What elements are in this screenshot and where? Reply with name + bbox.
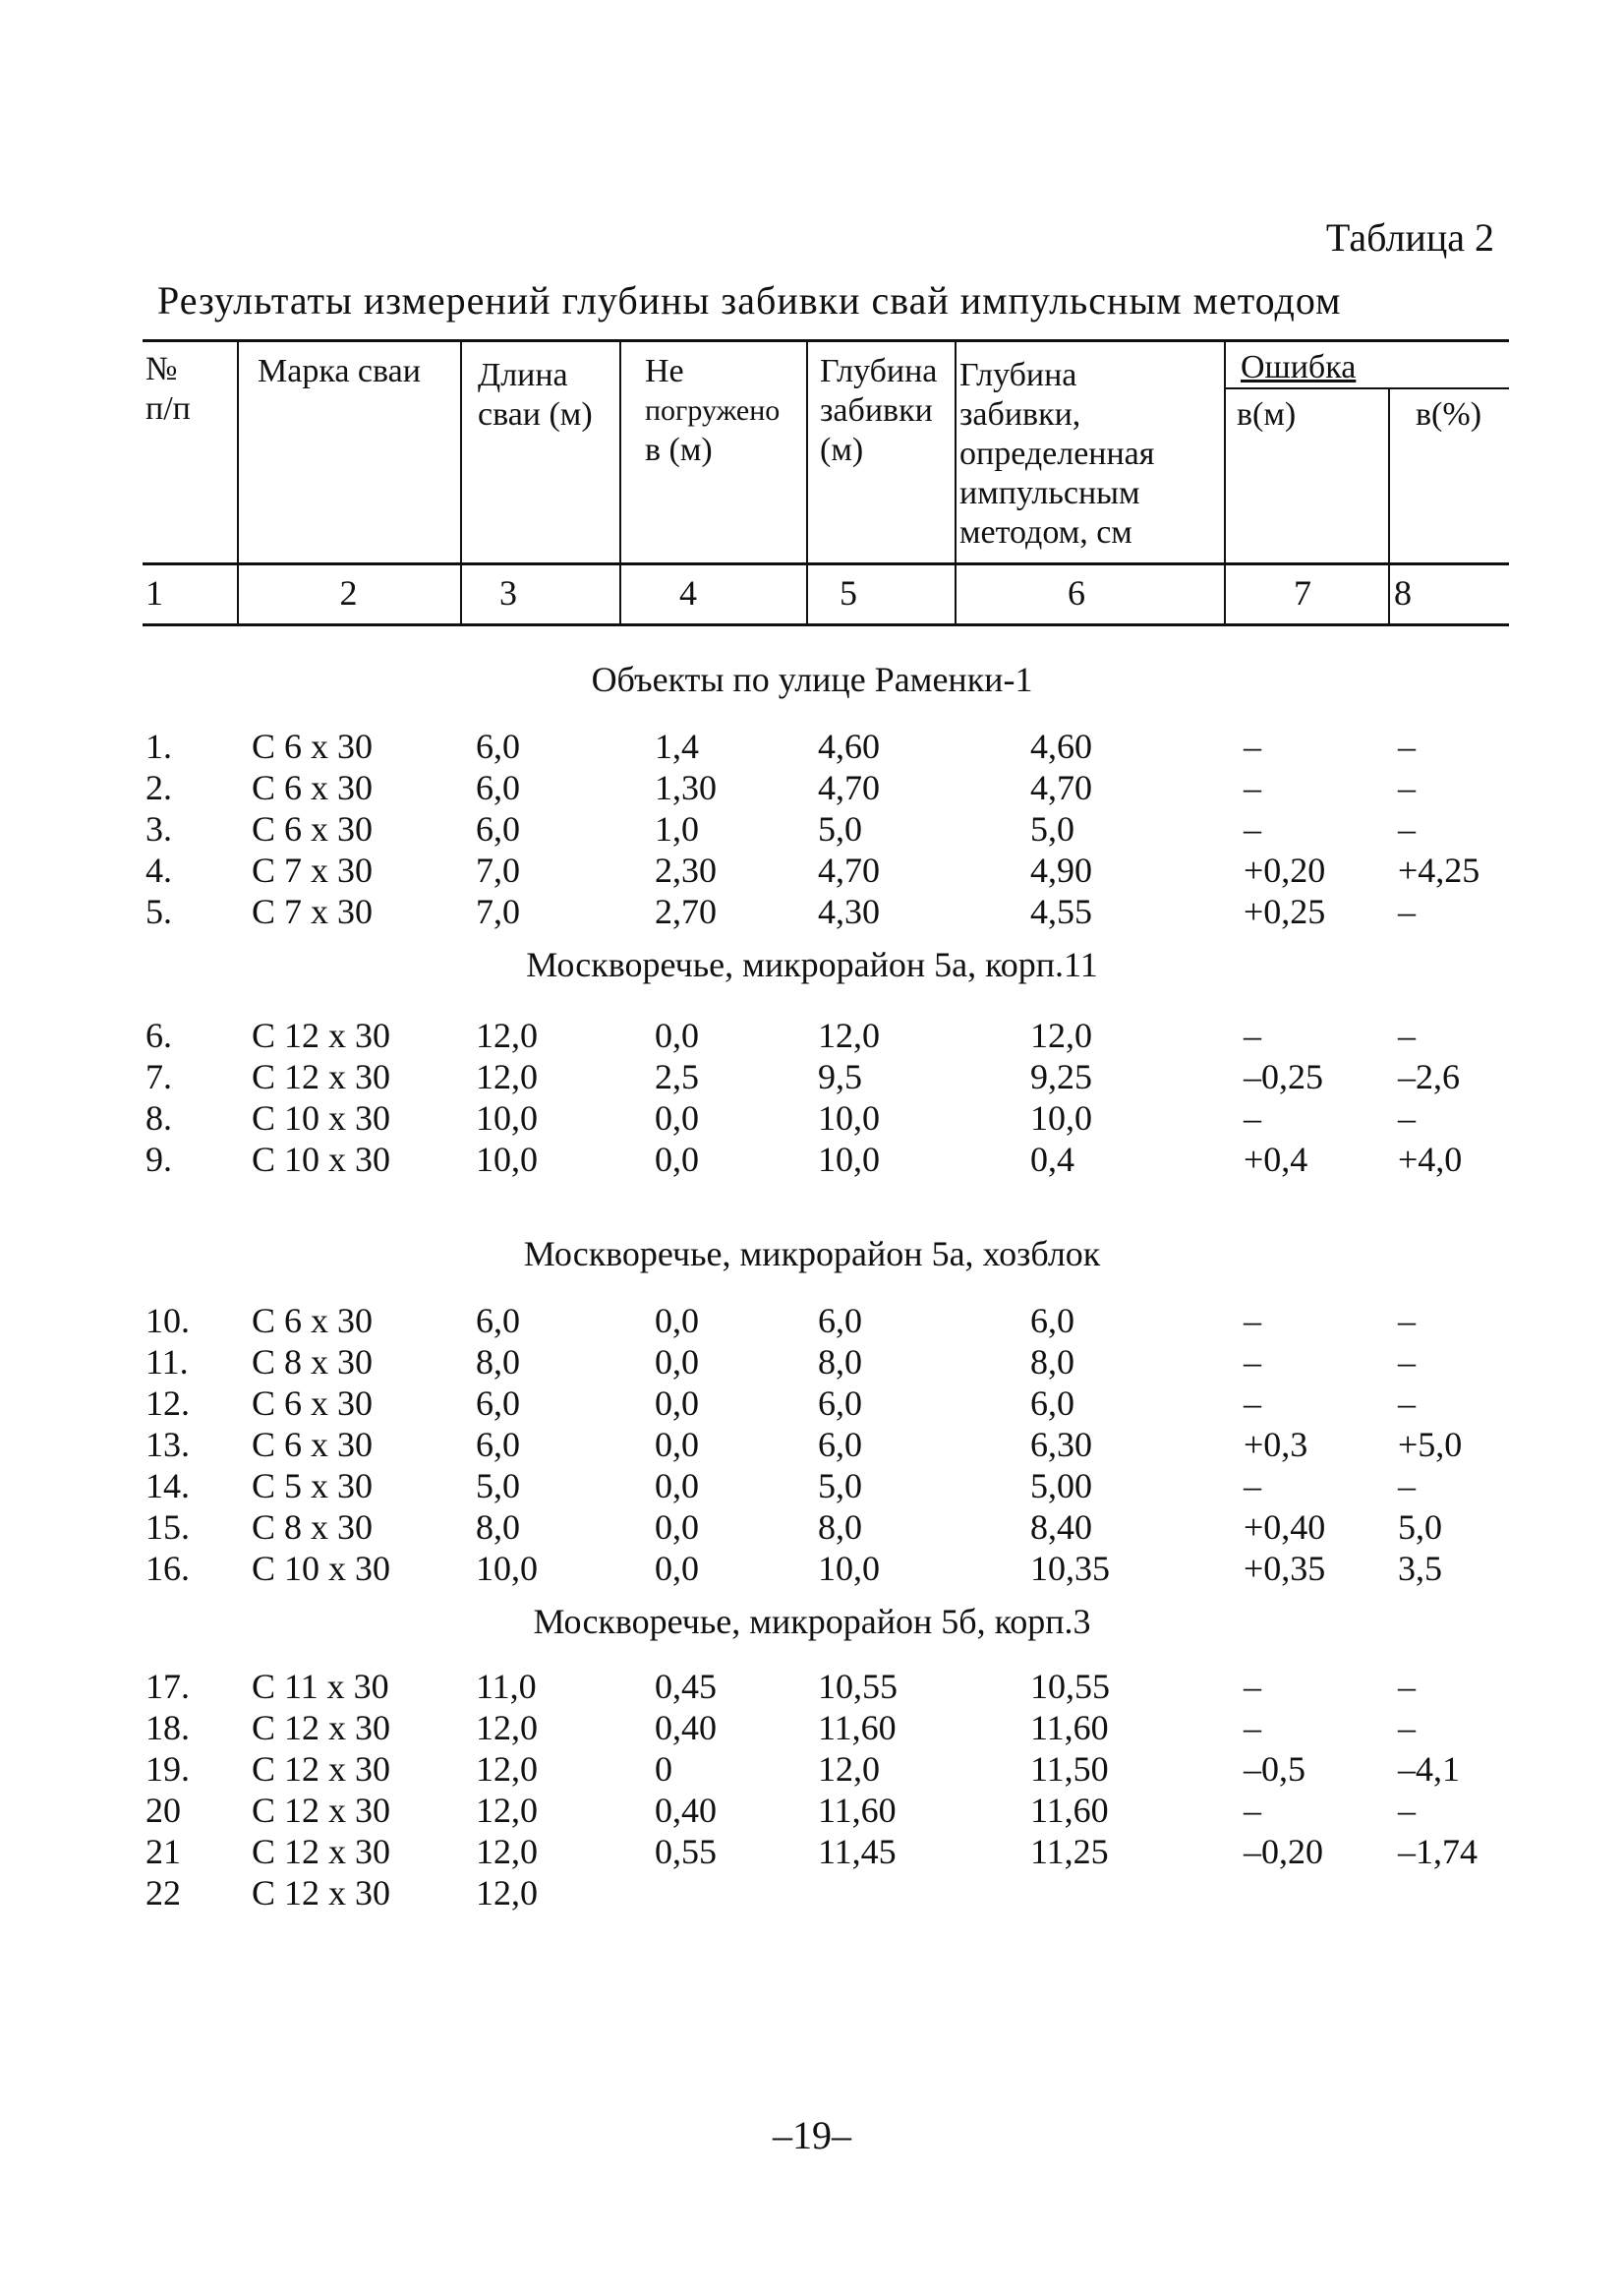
header-col-4-line-3: в (м) [645,432,713,468]
row-number-cell: 22 [145,1873,181,1912]
driving-depth-cell: 6,0 [818,1383,862,1423]
driving-depth-cell: 8,0 [818,1342,862,1382]
not-driven-cell: 0 [655,1749,672,1789]
error-m-cell: – [1244,1098,1261,1138]
table-row [0,850,1624,891]
column-numbers-bottom-rule [143,623,1509,626]
column-number-4: 4 [679,573,697,613]
pile-length-cell: 10,0 [476,1549,538,1588]
error-m-cell: – [1244,1708,1261,1747]
error-m-cell: +0,40 [1244,1507,1326,1547]
impulse-depth-cell: 5,00 [1030,1466,1092,1505]
impulse-depth-cell: 12,0 [1030,1016,1092,1055]
not-driven-cell: 0,0 [655,1466,699,1505]
error-m-cell: – [1244,1301,1261,1340]
pile-length-cell: 6,0 [476,1301,520,1340]
row-number-cell: 5. [145,892,172,931]
table-row [0,1424,1624,1465]
row-number-cell: 13. [145,1425,190,1464]
error-m-cell: –0,5 [1244,1749,1305,1789]
row-number-cell: 11. [145,1342,189,1382]
pile-mark-cell: С 12 х 30 [252,1873,391,1912]
error-percent-cell: – [1398,1708,1416,1747]
pile-length-cell: 12,0 [476,1791,538,1830]
not-driven-cell: 0,0 [655,1507,699,1547]
not-driven-cell: 0,40 [655,1708,717,1747]
header-error-group: Ошибка [1241,349,1357,385]
driving-depth-cell: 4,70 [818,851,880,890]
row-number-cell: 3. [145,809,172,849]
table-row [0,1790,1624,1831]
row-number-cell: 16. [145,1549,190,1588]
driving-depth-cell: 5,0 [818,809,862,849]
pile-length-cell: 12,0 [476,1057,538,1096]
table-title: Результаты измерений глубины забивки свай импульсным методом [157,278,1342,323]
pile-mark-cell: С 12 х 30 [252,1708,391,1747]
table-row [0,808,1624,850]
header-col-1-line-2: п/п [145,390,191,427]
impulse-depth-cell: 6,0 [1030,1383,1074,1423]
row-number-cell: 20 [145,1791,181,1830]
pile-length-cell: 6,0 [476,727,520,766]
driving-depth-cell: 4,30 [818,892,880,931]
header-col-6 [959,356,1154,553]
row-number-cell: 17. [145,1667,190,1706]
table-row [0,1300,1624,1341]
error-percent-cell: – [1398,727,1416,766]
pile-mark-cell: С 5 х 30 [252,1466,374,1505]
pile-length-cell: 12,0 [476,1708,538,1747]
error-m-cell: – [1244,809,1261,849]
column-number-2: 2 [339,573,358,613]
header-col-5 [820,352,937,470]
impulse-depth-cell: 10,0 [1030,1098,1092,1138]
section-title: Москворечье, микрорайон 5а, хозблок [523,1234,1101,1273]
row-number-cell: 2. [145,768,172,807]
not-driven-cell: 2,70 [655,892,717,931]
row-number-cell: 4. [145,851,172,890]
col-divider-7 [1388,387,1390,623]
table-row [0,726,1624,767]
header-col-6-line-5: методом, см [959,514,1132,551]
impulse-depth-cell: 4,90 [1030,851,1092,890]
row-number-cell: 1. [145,727,172,766]
pile-mark-cell: С 10 х 30 [252,1549,391,1588]
table-row [0,1341,1624,1383]
table-row [0,1548,1624,1589]
error-m-cell: –0,25 [1244,1057,1323,1096]
error-m-cell: – [1244,1016,1261,1055]
impulse-depth-cell: 10,55 [1030,1667,1110,1706]
not-driven-cell: 1,4 [655,727,699,766]
error-m-cell: – [1244,1791,1261,1830]
error-percent-cell: – [1398,1667,1416,1706]
pile-mark-cell: С 6 х 30 [252,768,374,807]
error-m-cell: – [1244,768,1261,807]
header-col-6-line-3: определенная [959,436,1155,472]
header-col-6-line-1: Глубина [959,357,1077,393]
error-m-cell: +0,4 [1244,1140,1308,1179]
table-top-rule [143,339,1509,342]
row-number-cell: 12. [145,1383,190,1423]
not-driven-cell: 0,0 [655,1342,699,1382]
pile-mark-cell: С 8 х 30 [252,1342,374,1382]
driving-depth-cell: 8,0 [818,1507,862,1547]
driving-depth-cell: 11,60 [818,1791,897,1830]
impulse-depth-cell: 11,50 [1030,1749,1109,1789]
error-percent-cell: 5,0 [1398,1507,1442,1547]
header-col-2-line-1: Марка сваи [258,353,421,389]
error-m-cell: – [1244,1383,1261,1423]
pile-mark-cell: С 6 х 30 [252,1301,374,1340]
impulse-depth-cell: 6,30 [1030,1425,1092,1464]
not-driven-cell: 1,30 [655,768,717,807]
header-col-5-line-1: Глубина [820,353,938,389]
header-col-5-line-2: забивки [820,392,933,429]
driving-depth-cell: 12,0 [818,1749,880,1789]
error-percent-cell: – [1398,1342,1416,1382]
pile-mark-cell: С 8 х 30 [252,1507,374,1547]
impulse-depth-cell: 8,40 [1030,1507,1092,1547]
driving-depth-cell: 11,45 [818,1832,897,1871]
error-m-cell: – [1244,1466,1261,1505]
error-m-cell: – [1244,1342,1261,1382]
column-number-7: 7 [1294,573,1311,613]
row-number-cell: 19. [145,1749,190,1789]
not-driven-cell: 0,0 [655,1549,699,1588]
header-col-8: в(%) [1416,396,1482,433]
not-driven-cell: 0,0 [655,1383,699,1423]
table-row [0,1506,1624,1548]
error-percent-cell: +5,0 [1398,1425,1463,1464]
error-percent-cell: – [1398,1301,1416,1340]
error-m-cell: +0,3 [1244,1425,1308,1464]
row-number-cell: 7. [145,1057,172,1096]
impulse-depth-cell: 11,25 [1030,1832,1109,1871]
column-number-1: 1 [145,573,163,613]
table-row [0,1831,1624,1872]
pile-mark-cell: С 12 х 30 [252,1057,391,1096]
row-number-cell: 15. [145,1507,190,1547]
header-col-6-line-2: забивки, [959,396,1081,433]
pile-mark-cell: С 12 х 30 [252,1832,391,1871]
pile-length-cell: 8,0 [476,1342,520,1382]
impulse-depth-cell: 0,4 [1030,1140,1074,1179]
driving-depth-cell: 12,0 [818,1016,880,1055]
row-number-cell: 21 [145,1832,181,1871]
pile-length-cell: 10,0 [476,1098,538,1138]
pile-mark-cell: С 10 х 30 [252,1140,391,1179]
error-percent-cell: – [1398,768,1416,807]
header-col-4 [645,352,780,470]
header-col-3-line-2: сваи (м) [478,396,593,433]
header-col-1-line-1: № [145,351,178,387]
pile-length-cell: 7,0 [476,851,520,890]
error-percent-cell: –2,6 [1398,1057,1460,1096]
column-number-5: 5 [840,573,857,613]
not-driven-cell: 0,0 [655,1016,699,1055]
table-row [0,1015,1624,1056]
pile-mark-cell: С 6 х 30 [252,1383,374,1423]
driving-depth-cell: 10,55 [818,1667,898,1706]
not-driven-cell: 0,0 [655,1098,699,1138]
pile-length-cell: 12,0 [476,1016,538,1055]
row-number-cell: 14. [145,1466,190,1505]
pile-mark-cell: С 6 х 30 [252,809,374,849]
pile-length-cell: 6,0 [476,1383,520,1423]
impulse-depth-cell: 4,60 [1030,727,1092,766]
error-percent-cell: +4,25 [1398,851,1480,890]
table-row [0,1097,1624,1139]
section-title: Москворечье, микрорайон 5б, корп.3 [533,1602,1091,1641]
driving-depth-cell: 10,0 [818,1098,880,1138]
error-percent-cell: –1,74 [1398,1832,1478,1871]
table-caption: Таблица 2 [1325,215,1494,260]
pile-mark-cell: С 10 х 30 [252,1098,391,1138]
impulse-depth-cell: 11,60 [1030,1708,1109,1747]
pile-mark-cell: С 11 х 30 [252,1667,389,1706]
table-row [0,1666,1624,1707]
section-title: Объекты по улице Раменки-1 [591,660,1033,699]
error-percent-cell: – [1398,1466,1416,1505]
pile-length-cell: 10,0 [476,1140,538,1179]
not-driven-cell: 1,0 [655,809,699,849]
table-row [0,1139,1624,1180]
error-percent-cell: – [1398,1791,1416,1830]
error-percent-cell: – [1398,1098,1416,1138]
table-row [0,1383,1624,1424]
pile-length-cell: 6,0 [476,768,520,807]
pile-mark-cell: С 7 х 30 [252,851,374,890]
header-col-7: в(м) [1237,396,1297,433]
header-col-5-line-3: (м) [820,432,864,468]
error-percent-cell: – [1398,892,1416,931]
not-driven-cell: 2,5 [655,1057,699,1096]
pile-mark-cell: С 12 х 30 [252,1749,391,1789]
section-title: Москворечье, микрорайон 5а, корп.11 [526,945,1098,984]
page-number: –19– [773,2113,851,2157]
not-driven-cell: 0,55 [655,1832,717,1871]
error-m-cell: –0,20 [1244,1832,1323,1871]
impulse-depth-cell: 6,0 [1030,1301,1074,1340]
error-m-cell: – [1244,1667,1261,1706]
not-driven-cell: 0,0 [655,1301,699,1340]
header-col-3-line-1: Длина [478,357,568,393]
impulse-depth-cell: 8,0 [1030,1342,1074,1382]
header-col-4-line-2: погружено [645,394,781,427]
error-percent-cell: –4,1 [1398,1749,1460,1789]
pile-mark-cell: С 12 х 30 [252,1016,391,1055]
impulse-depth-cell: 11,60 [1030,1791,1109,1830]
header-col-2 [258,352,421,391]
header-col-4-line-1: Не [645,353,684,389]
table-row [0,1748,1624,1790]
driving-depth-cell: 9,5 [818,1057,862,1096]
pile-length-cell: 12,0 [476,1873,538,1912]
pile-length-cell: 12,0 [476,1749,538,1789]
row-number-cell: 8. [145,1098,172,1138]
header-col-6-line-4: импульсным [959,475,1140,511]
pile-length-cell: 12,0 [476,1832,538,1871]
error-percent-cell: – [1398,809,1416,849]
row-number-cell: 18. [145,1708,190,1747]
not-driven-cell: 2,30 [655,851,717,890]
pile-length-cell: 8,0 [476,1507,520,1547]
column-number-8: 8 [1394,573,1412,613]
pile-mark-cell: С 6 х 30 [252,1425,374,1464]
pile-mark-cell: С 6 х 30 [252,727,374,766]
not-driven-cell: 0,0 [655,1140,699,1179]
table-row [0,1872,1624,1913]
row-number-cell: 6. [145,1016,172,1055]
driving-depth-cell: 11,60 [818,1708,897,1747]
table-row [0,1707,1624,1748]
pile-mark-cell: С 12 х 30 [252,1791,391,1830]
impulse-depth-cell: 10,35 [1030,1549,1110,1588]
table-row [0,1056,1624,1097]
pile-length-cell: 11,0 [476,1667,537,1706]
impulse-depth-cell: 9,25 [1030,1057,1092,1096]
driving-depth-cell: 10,0 [818,1549,880,1588]
impulse-depth-cell: 5,0 [1030,809,1074,849]
row-number-cell: 9. [145,1140,172,1179]
driving-depth-cell: 6,0 [818,1425,862,1464]
error-percent-cell: 3,5 [1398,1549,1442,1588]
error-m-cell: +0,25 [1244,892,1326,931]
header-col-1 [145,350,191,429]
column-number-3: 3 [499,573,517,613]
table-row [0,891,1624,932]
pile-mark-cell: С 7 х 30 [252,892,374,931]
error-m-cell: +0,20 [1244,851,1326,890]
error-subheader-rule [1224,387,1509,389]
driving-depth-cell: 5,0 [818,1466,862,1505]
not-driven-cell: 0,45 [655,1667,717,1706]
driving-depth-cell: 10,0 [818,1140,880,1179]
pile-length-cell: 6,0 [476,809,520,849]
table-row [0,767,1624,808]
header-col-3 [478,356,593,435]
table-row [0,1465,1624,1506]
error-m-cell: – [1244,727,1261,766]
header-bottom-rule [143,562,1509,565]
column-number-6: 6 [1068,573,1085,613]
driving-depth-cell: 6,0 [818,1301,862,1340]
driving-depth-cell: 4,70 [818,768,880,807]
not-driven-cell: 0,40 [655,1791,717,1830]
driving-depth-cell: 4,60 [818,727,880,766]
impulse-depth-cell: 4,70 [1030,768,1092,807]
row-number-cell: 10. [145,1301,190,1340]
pile-length-cell: 7,0 [476,892,520,931]
pile-length-cell: 5,0 [476,1466,520,1505]
error-percent-cell: – [1398,1383,1416,1423]
impulse-depth-cell: 4,55 [1030,892,1092,931]
pile-length-cell: 6,0 [476,1425,520,1464]
error-percent-cell: – [1398,1016,1416,1055]
not-driven-cell: 0,0 [655,1425,699,1464]
error-m-cell: +0,35 [1244,1549,1326,1588]
error-percent-cell: +4,0 [1398,1140,1463,1179]
